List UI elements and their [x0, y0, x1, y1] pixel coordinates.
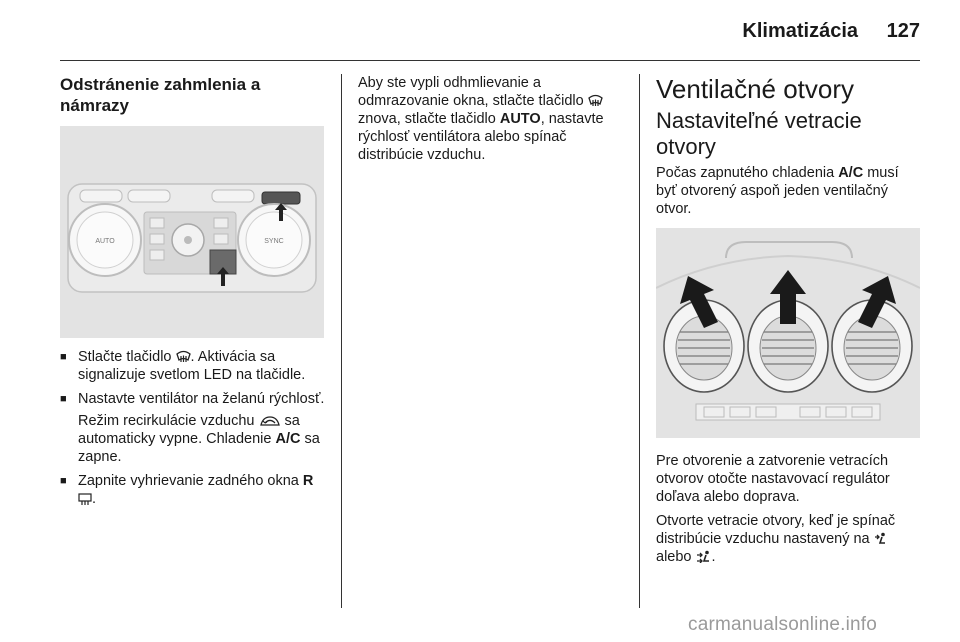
defog-steps-cont — [60, 472, 326, 508]
climate-panel-illustration — [60, 126, 324, 338]
defrost-icon — [588, 94, 603, 107]
left-column — [60, 74, 326, 514]
face-foot-vent-icon — [696, 550, 712, 563]
defog-off-paragraph: Aby ste vypli odhmlievanie a odmrazovanie okna, stlačte tlačidlo znova, stlačte tlačidlo AUTO, nastavte rýchlosť ventilátora alebo spínač distribúcie vzduchu. — [358, 75, 604, 163]
recirculation-note: Režim recirkulácie vzduchu sa automaticky vypne. Chladenie A/C sa zapne. — [78, 413, 320, 465]
ac-label: A/C — [838, 165, 864, 181]
vents-title: Ventilačné otvory — [656, 74, 855, 104]
column-divider-1 — [341, 74, 342, 608]
page-number: 127 — [886, 20, 920, 42]
middle-column — [358, 74, 614, 164]
ac-vent-paragraph: Počas zapnutého chladenia A/C musí byť otvorený aspoň jeden ventilačný otvor. — [656, 165, 899, 217]
climate-panel-drawing — [60, 126, 324, 338]
ac-label: A/C — [275, 431, 301, 447]
defog-steps — [60, 348, 326, 408]
defog-heading: Odstránenie zahmlenia a námrazy — [60, 75, 261, 115]
column-divider-2 — [639, 74, 640, 608]
right-column — [656, 74, 922, 566]
vents-drawing — [656, 228, 920, 438]
step-rear-window: ■ Zapnite vyhrievanie zadného okna R. — [60, 473, 314, 507]
rear-defrost-icon — [78, 493, 92, 505]
chapter-title: Klimatizácia — [742, 20, 858, 42]
recirculation-icon — [259, 415, 281, 427]
auto-dial-label: AUTO — [95, 238, 115, 245]
vents-illustration — [656, 228, 920, 438]
step-fan-speed: ■ Nastavte ventilátor na želanú rýchlosť. — [60, 391, 325, 407]
sync-dial-label: SYNC — [264, 238, 284, 245]
defrost-icon — [176, 350, 191, 363]
face-vent-icon — [874, 532, 888, 545]
vent-open-close-paragraph: Pre otvorenie a zatvorenie vetracích otvorov otočte nastavovací regulátor doľava alebo doprava. — [656, 453, 890, 505]
watermark: carmanualsonline.info — [688, 614, 878, 635]
auto-label: AUTO — [499, 111, 541, 127]
step-defrost: ■ Stlačte tlačidlo . Aktivácia sa signalizuje svetlom LED na tlačidle. — [60, 349, 306, 383]
adjustable-vents-subtitle: Nastaviteľné vetracie otvory — [656, 108, 862, 159]
vent-distribution-paragraph: Otvorte vetracie otvory, keď je spínač distribúcie vzduchu nastavený na alebo . — [656, 513, 896, 565]
page-header — [60, 18, 920, 48]
header-divider — [60, 60, 920, 61]
